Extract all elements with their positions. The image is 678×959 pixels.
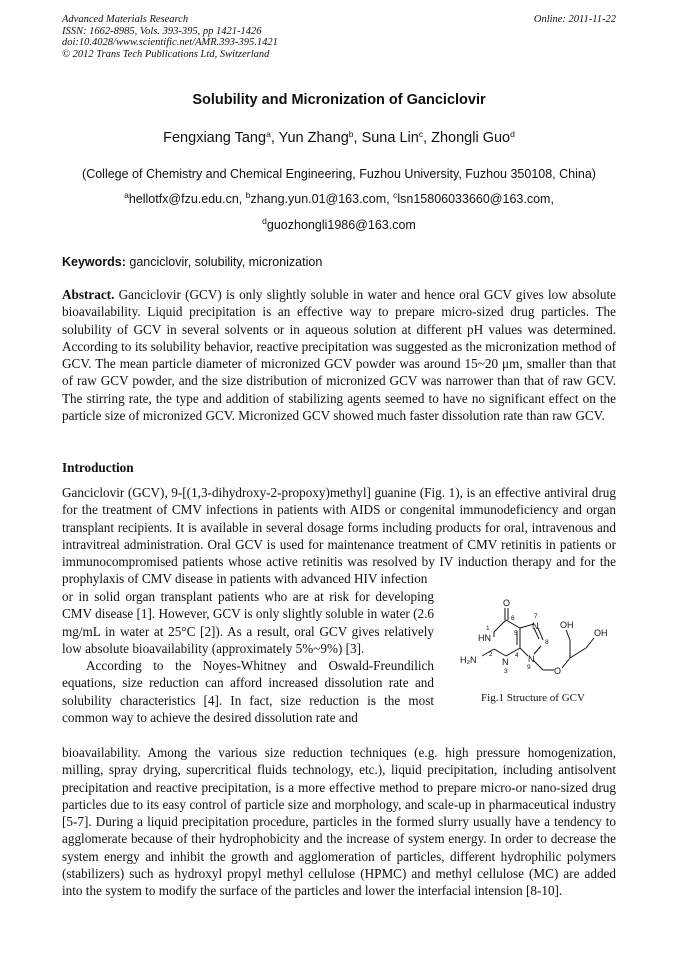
position-4: 4 (515, 652, 519, 659)
position-6: 6 (511, 615, 515, 622)
position-3: 3 (504, 668, 508, 675)
email-link[interactable]: zhang.yun.01@163.com, (250, 192, 394, 206)
atom-o-carbonyl: O (503, 598, 511, 608)
journal-name: Advanced Materials Research (62, 14, 189, 25)
email-line-2 (0, 218, 678, 232)
atom-o-ether: O (554, 666, 562, 676)
figure-caption: Fig.1 Structure of GCV (481, 692, 585, 704)
email-sup: a (124, 190, 129, 200)
author-list (0, 130, 678, 146)
intro-paragraph-1-cont: or in solid organ transplant patients who are at risk for developing CMV disease [1]. However, GCV is only slightly soluble in water (2.6 mg/mL in water at 25°C [2]). As a result, oral GCV gives relatively low absolute bioavailability (approximately 5%~9%) [3]. (62, 589, 434, 656)
affiliation: (College of Chemistry and Chemical Engineering, Fuzhou University, Fuzhou 350108, China) (82, 167, 596, 181)
doi-line: doi:10.4028/www.scientific.net/AMR.393-395.1421 (62, 37, 278, 48)
author-sep: , (353, 130, 362, 146)
abstract (62, 286, 616, 424)
author-name: Fengxiang Tang (163, 130, 267, 146)
paper-title: Solubility and Micronization of Ganciclovir (192, 92, 486, 108)
online-date: Online: 2011-11-22 (533, 14, 616, 25)
atom-oh-1: OH (560, 620, 574, 630)
author-sep: , (270, 130, 279, 146)
atom-n9: N (528, 654, 535, 664)
author-name: Yun Zhang (278, 130, 349, 146)
author-sup: d (510, 129, 515, 139)
position-7: 7 (534, 613, 538, 620)
author-sup: a (266, 129, 271, 139)
intro-paragraph-1: Ganciclovir (GCV), 9-[(1,3-dihydroxy-2-propoxy)methyl] guanine (Fig. 1), is an effective antiviral drug for the treatment of CMV infections in patients with AIDS or congenital immunodeficiency and organ transplant recipients. It is available in several dosage forms including products for oral, intravenous and intravitreal administration. Oral GCV is used for maintenance treatment of CMV retinitis in patients or immunocompromised patients whose active retinitis was resolved by IV induction therapy and for the prophylaxis of CMV disease in patients with advanced HIV infection (62, 485, 616, 587)
atom-hn: HN (478, 633, 491, 643)
position-5: 5 (514, 630, 518, 637)
keywords-text: ganciclovir, solubility, micronization (125, 255, 323, 269)
author-sep: , (423, 130, 432, 146)
position-8: 8 (545, 639, 549, 646)
atom-h2n: H₂N (460, 655, 477, 665)
email-link[interactable]: hellotfx@fzu.edu.cn, (128, 192, 246, 206)
email-sup: d (262, 216, 267, 226)
copyright-line: © 2012 Trans Tech Publications Ltd, Switzerland (62, 48, 270, 60)
position-1: 1 (486, 625, 490, 632)
email-link[interactable]: guozhongli1986@163.com (266, 218, 416, 232)
atom-n3: N (502, 657, 509, 667)
abstract-text: Ganciclovir (GCV) is only slightly soluble in water and hence oral GCV gives low absolute bioavailability. Liquid precipitation is an effective way to prepare micro-sized drug particles. The solubility of GCV in several solvents or in aqueous solution at different pH values was determined. According to its solubility behavior, reactive precipitation was suggested as the micronization method of GCV. The mean particle diameter of micronized GCV powder was around 15~20 μm, smaller than that of raw GCV powder, and the size distribution of micronized GCV was narrower than that of raw GCV. The stirring rate, the type and addition of stabilizing agents seemed to have no significant effect on the particle size of micronized GCV. Micronized GCV showed much faster dissolution rate than raw GCV. (62, 287, 616, 424)
issn-line: ISSN: 1662-8985, Vols. 393-395, pp 1421-1426 (62, 25, 262, 37)
email-sup: b (245, 190, 251, 200)
atom-n7: N (532, 621, 539, 631)
keywords (62, 255, 616, 269)
author-sup: b (348, 129, 354, 139)
keywords-label: Keywords: (62, 255, 126, 269)
intro-column-text (62, 588, 434, 726)
intro-paragraph-2-cont: bioavailability. Among the various size reduction techniques (e.g. high pressure homogenization, milling, spray drying, supercritical fluids technology, etc.), liquid precipitation, including antisolvent precipitation and reactive precipitation, is a more effective method to prepare micro-or nano-sized drug particles due to its easy control of particle size and morphology, and scale-up in pharmaceutical industry [5-7]. During a liquid precipitation procedure, particles in the formed slurry usually have a tendency to agglomerate because of their hydrophobicity and the increase of system energy. In order to decrease the system energy and inhibit the growth and agglomeration of particles, different hydrophilic polymers (stabilizers) such as hydroxyl propyl methyl cellulose (HPMC) and methyl cellulose (MC) are added into the system to modify the surface of the particles and lower the interfacial intension [8-10]. (62, 745, 616, 899)
author-name: Zhongli Guo (431, 130, 511, 146)
journal-header (62, 14, 616, 60)
position-2: 2 (489, 651, 493, 658)
position-9: 9 (527, 664, 531, 671)
email-sup: c (393, 190, 398, 200)
email-line (0, 192, 678, 206)
section-heading: Introduction (62, 460, 134, 475)
email-link[interactable]: lsn15806033660@163.com, (397, 192, 554, 206)
author-name: Suna Lin (361, 130, 419, 146)
atom-oh-2: OH (594, 628, 608, 638)
author-sup: c (418, 129, 424, 139)
intro-paragraph-2: According to the Noyes-Whitney and Oswald-Freundilich equations, size reduction can afford increased dissolution rate and solubility characteristics [4]. In fact, size reduction is the most common way to achieve the desired dissolution rate and (62, 658, 434, 726)
abstract-label: Abstract. (62, 287, 115, 302)
